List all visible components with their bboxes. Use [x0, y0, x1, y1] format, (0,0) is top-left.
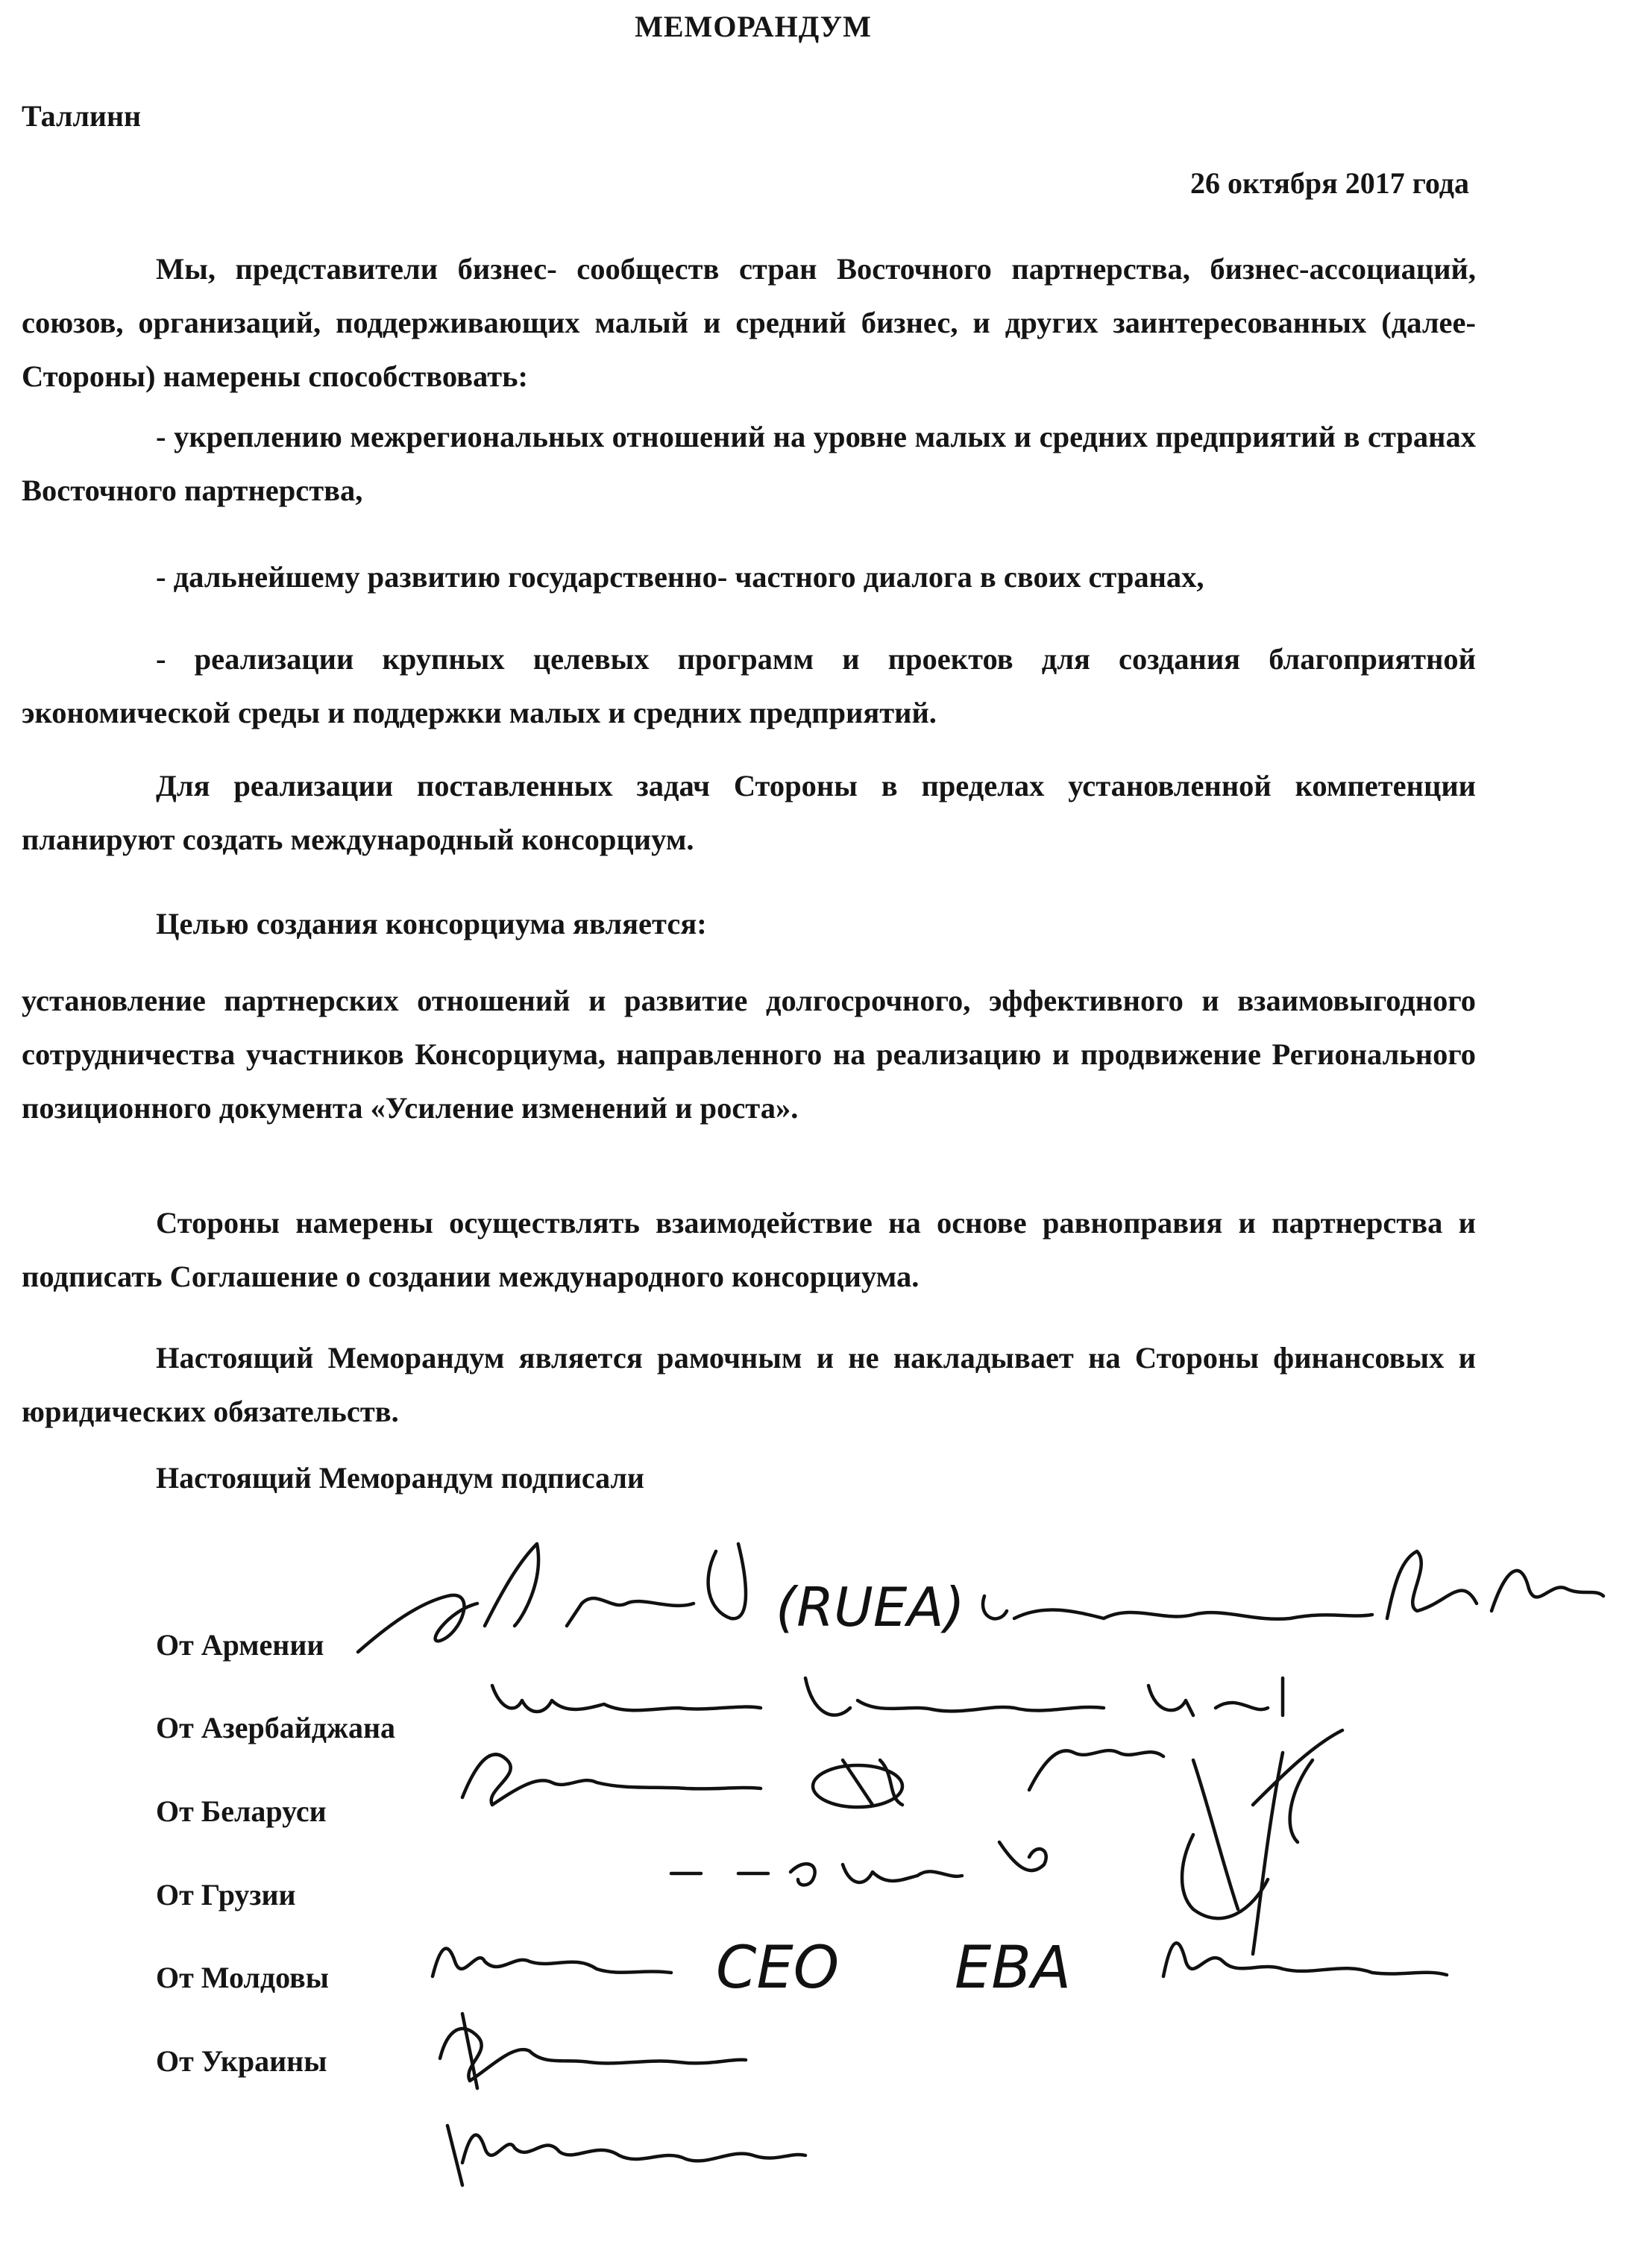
goal-paragraph: установление партнерских отношений и развитие долгосрочного, эффективного и взаимовыгодного сотрудничества участников Консорциума, направленного на реализацию и продвижение Регионального позиционного документа «Усиление изменений и роста».: [22, 984, 1476, 1125]
signature-text-eba: EBA: [955, 1935, 1072, 2002]
goal-heading: Целью создания консорциума является:: [156, 907, 707, 940]
signature-moldova: [433, 1935, 1447, 2002]
signature-georgia: [671, 1730, 1342, 1918]
list-item-2: - дальнейшему развитию государственно- частного диалога в своих странах,: [156, 560, 1204, 594]
country-armenia: От Армении: [156, 1628, 324, 1662]
signature-text-ruea: (RUEA): [776, 1576, 965, 1639]
signature-belarus: [462, 1750, 1313, 1954]
city-name: Таллинн: [22, 99, 142, 133]
framework-paragraph: Настоящий Меморандум является рамочным и не накладывает на Стороны финансовых и юридических обязательств.: [22, 1341, 1476, 1428]
document-title: МЕМОРАНДУМ: [635, 10, 872, 43]
signatures-heading: Настоящий Меморандум подписали: [156, 1461, 644, 1495]
country-georgia: От Грузии: [156, 1878, 296, 1912]
signature-azerbaijan: [492, 1678, 1283, 1715]
list-item-1: - укреплению межрегиональных отношений на уровне малых и средних предприятий в странах Восточного партнерства,: [22, 420, 1476, 507]
signature-armenia: [358, 1544, 1603, 1652]
country-ukraine: От Украины: [156, 2044, 327, 2078]
signature-text-ceo: CEO: [716, 1935, 840, 2002]
signature-extra: [447, 2126, 805, 2185]
list-item-3: - реализации крупных целевых программ и проектов для создания благоприятной экономической среды и поддержки малых и средних предприятий.: [22, 642, 1476, 729]
signature-ukraine: [440, 2014, 746, 2088]
country-azerbaijan: От Азербайджана: [156, 1711, 396, 1744]
country-moldova: От Молдовы: [156, 1961, 329, 1994]
intro-paragraph: Мы, представители бизнес- сообществ стран Восточного партнерства, бизнес-ассоциаций, союзов, организаций, поддерживающих малый и средний бизнес, и других заинтересованных (далее- Стороны) намерены способствовать:: [22, 252, 1476, 393]
consortium-paragraph: Для реализации поставленных задач Стороны в пределах установленной компетенции планируют создать международный консорциум.: [22, 769, 1476, 856]
cooperation-paragraph: Стороны намерены осуществлять взаимодействие на основе равноправия и партнерства и подписать Соглашение о создании международного консорциума.: [22, 1206, 1476, 1293]
country-belarus: От Беларуси: [156, 1794, 327, 1828]
document-date: 26 октября 2017 года: [1190, 166, 1469, 200]
